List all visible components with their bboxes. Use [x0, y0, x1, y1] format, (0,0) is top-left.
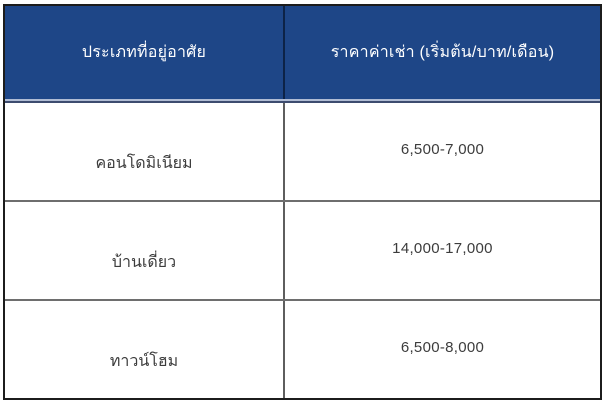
cell-residence-type: คอนโดมิเนียม [95, 155, 193, 172]
cell-rental-price: 6,500-8,000 [400, 339, 485, 356]
table-row [5, 301, 600, 398]
cell-residence-type: บ้านเดี่ยว [111, 254, 177, 271]
header-cell-rental-price: ราคาค่าเช่า (เริ่มต้น/บาท/เดือน) [330, 44, 555, 61]
cell-rental-price: 14,000-17,000 [392, 240, 493, 257]
table-header-row [5, 6, 600, 99]
header-cell-residence-type: ประเภทที่อยู่อาศัย [81, 44, 207, 61]
table-row [5, 103, 600, 200]
cell-rental-price: 6,500-7,000 [400, 141, 485, 158]
table-row [5, 202, 600, 299]
cell-residence-type: ทาวน์โฮม [109, 353, 179, 370]
rental-price-table [3, 4, 602, 400]
